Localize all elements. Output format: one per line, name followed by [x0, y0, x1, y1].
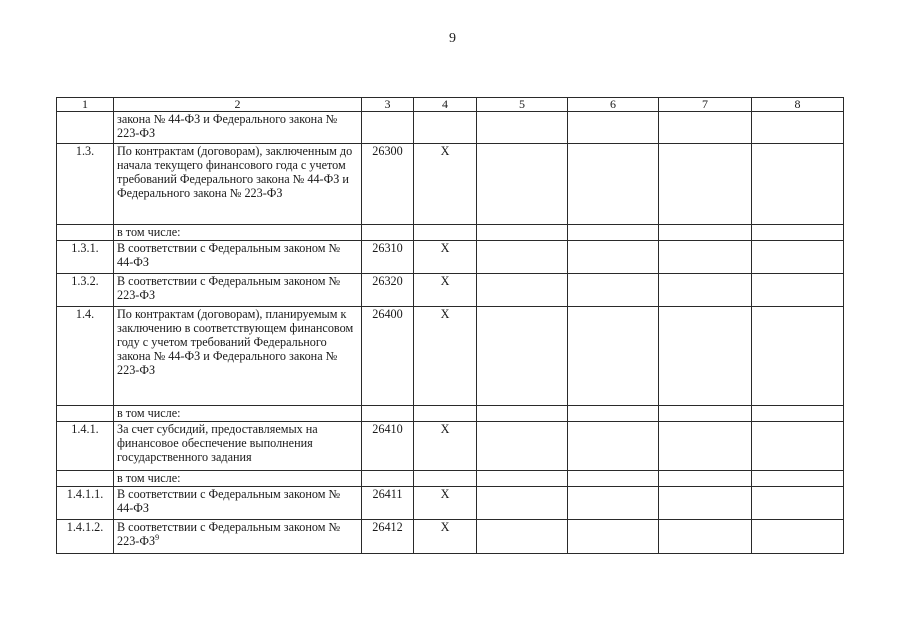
column-header: 7: [659, 98, 752, 112]
footnote-mark: 9: [155, 532, 160, 542]
row-code: [362, 225, 414, 241]
row-description: В соответствии с Федеральным законом № 44-ФЗ: [114, 487, 362, 520]
value-cell: [477, 471, 568, 487]
table-row: [57, 422, 844, 471]
row-description: [114, 520, 362, 554]
row-description: В соответствии с Федеральным законом № 223-ФЗ: [114, 274, 362, 307]
value-cell: [752, 520, 844, 554]
value-cell: [568, 471, 659, 487]
row-code: [362, 112, 414, 144]
row-number: [57, 225, 114, 241]
column-header: 5: [477, 98, 568, 112]
value-cell: [477, 274, 568, 307]
header-row: [57, 98, 844, 112]
value-cell: [568, 307, 659, 406]
value-cell: [477, 422, 568, 471]
row-description: За счет субсидий, предоставляемых на финансовое обеспечение выполнения государственного задания: [114, 422, 362, 471]
value-cell: [659, 225, 752, 241]
value-cell: [659, 307, 752, 406]
value-cell: [477, 144, 568, 225]
row-description: в том числе:: [114, 406, 362, 422]
row-mark: X: [414, 520, 477, 554]
row-description: в том числе:: [114, 225, 362, 241]
value-cell: [568, 225, 659, 241]
row-description: В соответствии с Федеральным законом № 44-ФЗ: [114, 241, 362, 274]
value-cell: [568, 520, 659, 554]
value-cell: [659, 274, 752, 307]
row-number: 1.3.1.: [57, 241, 114, 274]
value-cell: [568, 487, 659, 520]
row-mark: X: [414, 487, 477, 520]
row-number: [57, 406, 114, 422]
row-description-text: В соответствии с Федеральным законом № 223-ФЗ: [117, 520, 341, 548]
row-description: По контрактам (договорам), планируемым к заключению в соответствующем финансовом году с учетом требований Федерального закона № 44-ФЗ и Федерального закона № 223-ФЗ: [114, 307, 362, 406]
value-cell: [568, 112, 659, 144]
table-row: [57, 307, 844, 406]
value-cell: [477, 112, 568, 144]
row-code: 26410: [362, 422, 414, 471]
row-code: 26300: [362, 144, 414, 225]
row-code: [362, 406, 414, 422]
table-row: [57, 241, 844, 274]
row-code: 26320: [362, 274, 414, 307]
row-number: 1.4.: [57, 307, 114, 406]
value-cell: [752, 487, 844, 520]
value-cell: [477, 241, 568, 274]
row-mark: X: [414, 274, 477, 307]
value-cell: [752, 241, 844, 274]
column-header: 4: [414, 98, 477, 112]
row-code: 26412: [362, 520, 414, 554]
row-description: закона № 44-ФЗ и Федерального закона № 223-ФЗ: [114, 112, 362, 144]
value-cell: [752, 422, 844, 471]
value-cell: [568, 406, 659, 422]
row-mark: X: [414, 422, 477, 471]
row-code: [362, 471, 414, 487]
table-row: [57, 471, 844, 487]
column-header: 2: [114, 98, 362, 112]
value-cell: [477, 487, 568, 520]
value-cell: [568, 274, 659, 307]
value-cell: [752, 471, 844, 487]
table-row: [57, 406, 844, 422]
value-cell: [659, 487, 752, 520]
table-row: [57, 520, 844, 554]
row-code: 26400: [362, 307, 414, 406]
row-description: По контрактам (договорам), заключенным до начала текущего финансового года с учетом требований Федерального закона № 44-ФЗ и Федерального закона № 223-ФЗ: [114, 144, 362, 225]
value-cell: [568, 144, 659, 225]
row-code: 26310: [362, 241, 414, 274]
value-cell: [752, 307, 844, 406]
value-cell: [752, 112, 844, 144]
value-cell: [659, 112, 752, 144]
value-cell: [752, 274, 844, 307]
value-cell: [752, 225, 844, 241]
row-number: 1.4.1.: [57, 422, 114, 471]
row-mark: X: [414, 144, 477, 225]
row-code: 26411: [362, 487, 414, 520]
row-number: [57, 471, 114, 487]
table-row: [57, 144, 844, 225]
column-header: 1: [57, 98, 114, 112]
value-cell: [659, 406, 752, 422]
row-mark: [414, 406, 477, 422]
value-cell: [659, 471, 752, 487]
row-number: 1.4.1.2.: [57, 520, 114, 554]
table-row: [57, 225, 844, 241]
value-cell: [477, 225, 568, 241]
column-header: 8: [752, 98, 844, 112]
row-mark: [414, 225, 477, 241]
table-row: [57, 487, 844, 520]
row-mark: [414, 471, 477, 487]
value-cell: [659, 520, 752, 554]
report-table: [56, 97, 844, 554]
table-row: [57, 274, 844, 307]
row-number: 1.3.2.: [57, 274, 114, 307]
value-cell: [659, 241, 752, 274]
value-cell: [659, 422, 752, 471]
page-number: 9: [449, 31, 456, 46]
value-cell: [752, 406, 844, 422]
value-cell: [477, 406, 568, 422]
value-cell: [568, 241, 659, 274]
row-description: в том числе:: [114, 471, 362, 487]
value-cell: [659, 144, 752, 225]
value-cell: [568, 422, 659, 471]
value-cell: [477, 520, 568, 554]
value-cell: [477, 307, 568, 406]
row-mark: [414, 112, 477, 144]
row-number: [57, 112, 114, 144]
row-number: 1.3.: [57, 144, 114, 225]
column-header: 6: [568, 98, 659, 112]
row-mark: X: [414, 307, 477, 406]
table-row: [57, 112, 844, 144]
row-mark: X: [414, 241, 477, 274]
value-cell: [752, 144, 844, 225]
row-number: 1.4.1.1.: [57, 487, 114, 520]
column-header: 3: [362, 98, 414, 112]
